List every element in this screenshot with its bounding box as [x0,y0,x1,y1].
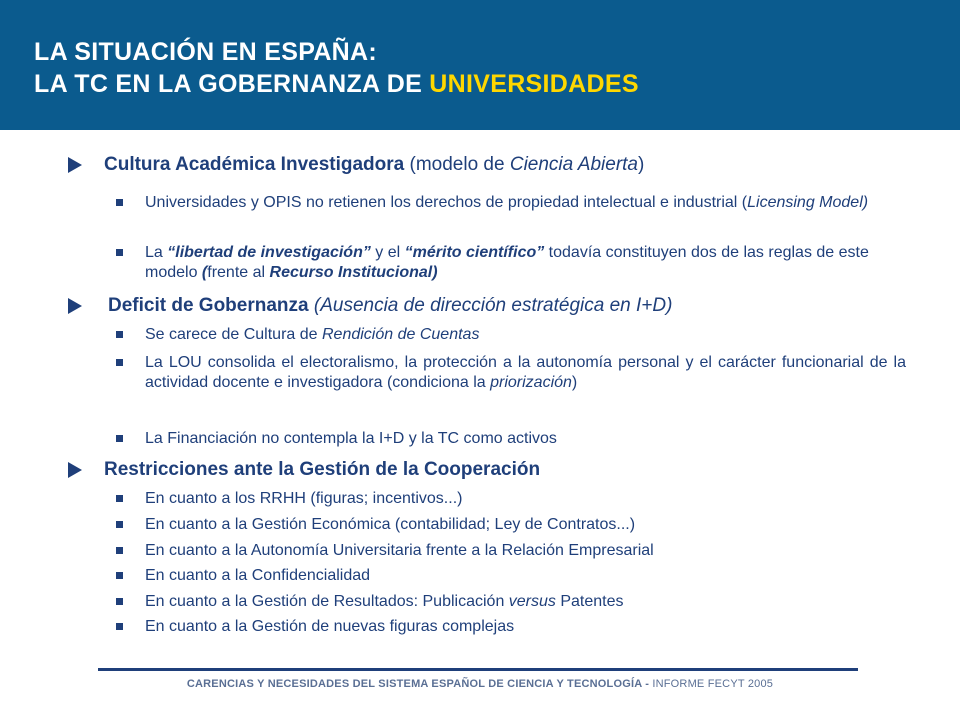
footer-divider [98,668,858,671]
square-bullet-icon [116,359,123,366]
bullet-emphasis: “libertad de investigación” [167,244,371,261]
square-bullet-icon [116,435,123,442]
square-bullet-icon [116,572,123,579]
bullet-italic: priorización [490,374,572,391]
bullet-text: La LOU consolida el electoralismo, la protección a la autonomía personal y el carácter funcionarial de la actividad docente e investigadora (condiciona la [145,354,906,391]
bullet-italic: versus [508,593,556,610]
section-3-bullet-6 [116,617,906,637]
section-3-bullet-1 [116,489,906,509]
square-bullet-icon [116,521,123,528]
section-3-title: Restricciones ante la Gestión de la Cooperación [104,459,541,480]
bullet-italic: Rendición de Cuentas [322,326,480,343]
section-1-italic: Ciencia Abierta [509,154,638,175]
section-1-title: Cultura Académica Investigadora [104,154,405,175]
arrow-bullet-icon [68,298,82,314]
square-bullet-icon [116,331,123,338]
section-3-bullet-4 [116,566,906,586]
bullet-text: En cuanto a la Gestión Económica (contabilidad; Ley de Contratos...) [145,516,636,533]
title-accent: UNIVERSIDADES [429,70,639,98]
section-1-bullet-1 [116,193,906,213]
bullet-text: En cuanto a los RRHH (figuras; incentivos...) [145,490,463,507]
section-3-bullet-2 [116,515,906,535]
footer-bold-text: CARENCIAS Y NECESIDADES DEL SISTEMA ESPAÑOL DE CIENCIA Y TECNOLOGÍA - [186,678,650,690]
footer-text: INFORME FECYT 2005 [649,678,774,690]
section-2-title: Deficit de Gobernanza [108,295,309,316]
square-bullet-icon [116,495,123,502]
bullet-text: En cuanto a la Confidencialidad [145,567,371,584]
bullet-text: Se carece de Cultura de [145,326,322,343]
section-2-bullet-1 [116,325,906,345]
title-line-1: LA SITUACIÓN EN ESPAÑA: [34,38,378,66]
bullet-text: En cuanto a la Gestión de Resultados: Publicación [145,593,509,610]
section-2-bullet-2 [116,353,906,393]
section-1-paren-open: (modelo de [404,154,510,175]
section-3-bullet-3 [116,541,906,561]
section-3-bullet-5 [116,592,906,612]
section-1-bullet-2 [116,243,906,283]
section-1-paren-close: ) [638,154,645,175]
section-2-italic: (Ausencia de dirección estratégica en I+D) [308,295,673,316]
bullet-text: Patentes [555,593,624,610]
bullet-text: En cuanto a la Gestión de nuevas figuras complejas [145,618,515,635]
bullet-text: ) [571,374,578,391]
arrow-bullet-icon [68,462,82,478]
bullet-text: Universidades y OPIS no retienen los derechos de propiedad intelectual e industrial ( [145,194,748,211]
square-bullet-icon [116,547,123,554]
bullet-text: y el [370,244,405,261]
bullet-emphasis: Recurso Institucional) [269,264,438,281]
bullet-text: La [145,244,168,261]
arrow-bullet-icon [68,157,82,173]
section-2-bullet-3 [116,429,906,449]
title-line-2-text: LA TC EN LA GOBERNANZA DE [34,70,430,98]
bullet-text: todavía constituyen dos de las reglas de este modelo [145,244,869,281]
bullet-text: La Financiación no contempla la I+D y la TC como activos [145,430,557,447]
bullet-emphasis: ( [201,264,208,281]
square-bullet-icon [116,623,123,630]
footer [0,678,960,690]
square-bullet-icon [116,598,123,605]
bullet-italic: Licensing Model) [747,194,869,211]
bullet-emphasis: “mérito científico” [404,244,545,261]
square-bullet-icon [116,199,123,206]
square-bullet-icon [116,249,123,256]
bullet-text: En cuanto a la Autonomía Universitaria frente a la Relación Empresarial [145,542,654,559]
bullet-text: frente al [207,264,270,281]
